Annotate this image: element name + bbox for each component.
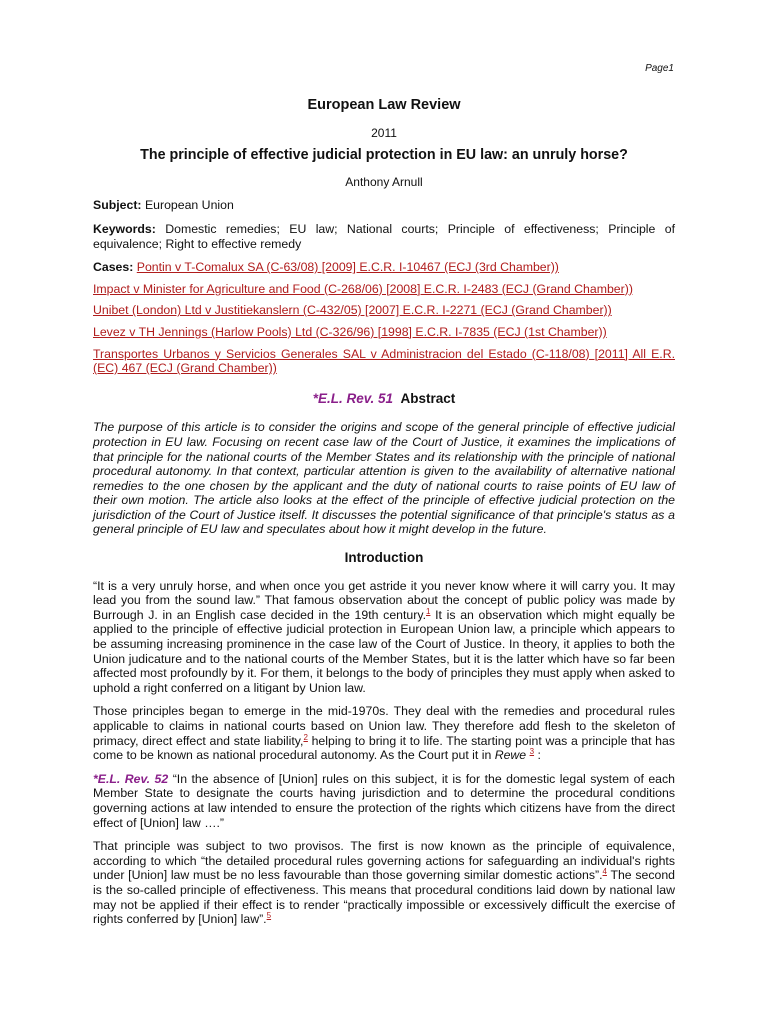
footnote-link[interactable]: 2: [303, 732, 308, 742]
text-run: The second is the so-called principle of effectiveness. This means that procedural conditions laid down by national law may not be applied if their effect is to render “practically impossible or excessively difficult the exercise of rights conferred by [Union] law”.: [93, 868, 675, 927]
footnote-link[interactable]: 4: [602, 867, 607, 877]
footnote-link[interactable]: 3: [529, 747, 535, 757]
abstract-heading: [93, 392, 675, 407]
keywords-line: [93, 222, 675, 251]
text-run: “In the absence of [Union] rules on this subject, it is for the domestic legal system of each Member State to designate the courts having jurisdiction and to determine the procedural conditions governing actions at law intended to ensure the protection of the rights which citizens have from the direct effect of [Union] law ….”: [93, 771, 676, 830]
case-link[interactable]: Levez v TH Jennings (Harlow Pools) Ltd (C-326/96) [1998] E.C.R. I-7835 (ECJ (1st Chamber)): [93, 324, 607, 339]
page-number: Page1: [645, 63, 674, 74]
cases-label: Cases:: [93, 260, 134, 275]
case-item: [93, 325, 675, 340]
text-run: It is an observation which might equally be applied to the principle of effective judicial protection in European Union law, a principle which appears to be assuming increasing prominence in the case law of the Court of Justice. In theory, it applies to both the Union judicature and to the national courts of the Member States, but it is the latter which have so far been affected most profoundly by it. For them, it belongs to the body of principles they must apply when asked to uphold a right conferred on a litigant by Union law.: [93, 607, 676, 695]
intro-paragraph-3: [93, 772, 675, 830]
case-link[interactable]: Impact v Minister for Agriculture and Food (C-268/06) [2008] E.C.R. I-2483 (ECJ (Grand Chamber)): [93, 281, 633, 296]
text-run: Those principles began to emerge in the mid-1970s. They deal with the remedies and procedural rules applicable to claims in national courts based on Union law. They therefore add flesh to the skeleton of primacy, direct effect and state liability,: [93, 704, 675, 748]
abstract-heading-text: Abstract: [400, 390, 456, 406]
text-run: helping to bring it to life. The starting point was a principle that has come to be known as national procedural autonomy. As the Court put it in: [93, 733, 675, 763]
subject-value: European Union: [144, 198, 234, 213]
intro-paragraph-1: [93, 579, 675, 696]
text-run: That principle was subject to two provisos. The first is now known as the principle of equivalence, according to which “the detailed procedural rules governing actions for safeguarding an individual's rights under [Union] law must be no less favourable than those governing similar domestic actions”.: [93, 839, 675, 883]
keywords-label: Keywords:: [93, 221, 156, 236]
case-link[interactable]: Unibet (London) Ltd v Justitiekanslern (C-432/05) [2007] E.C.R. I-2271 (ECJ (Grand Chamber)): [93, 303, 612, 318]
case-item: [93, 347, 675, 376]
case-item: [93, 282, 675, 297]
abstract-text: The purpose of this article is to consider the origins and scope of the general principle of effective judicial protection in EU law. Focusing on recent case law of the Court of Justice, it examines the implications of that principle for the national courts of the Member States and its relationship with the principle of national procedural autonomy. In that context, particular attention is given to the availability of alternative national remedies to the one chosen by the applicant and the duty of national courts to raise points of EU law of their own motion. The article also looks at the effect of the principle of effective judicial protection on the jurisdiction of the Court of Justice itself. It discusses the potential significance of that principle's status as a general principle of EU law and speculates about how it might develop in the future.: [93, 420, 675, 537]
footnote-link[interactable]: 1: [426, 606, 431, 616]
publication-year: 2011: [371, 125, 397, 140]
subject-line: [93, 198, 675, 213]
intro-paragraph-2: [93, 704, 675, 762]
case-link[interactable]: Pontin v T-Comalux SA (C-63/08) [2009] E.C.R. I-10467 (ECJ (3rd Chamber)): [136, 260, 559, 275]
page-reference: *E.L. Rev. 52: [93, 771, 169, 786]
page-reference: *E.L. Rev. 51: [312, 390, 393, 406]
footnote-link[interactable]: 5: [266, 911, 272, 921]
document-body: [93, 98, 675, 936]
case-name: Rewe: [494, 748, 527, 763]
case-item: [93, 260, 675, 275]
case-item: [93, 303, 675, 318]
keywords-value: Domestic remedies; EU law; National courts; Principle of effectiveness; Principle of equivalence; Right to effective remedy: [93, 221, 675, 251]
intro-paragraph-4: [93, 839, 675, 927]
text-run: “It is a very unruly horse, and when once you get astride it you never know where it will carry you. It may lead you from the sound law.” That famous observation about the concept of public policy was made by Burrough J. in an English case decided in the 19th century.: [93, 578, 675, 622]
article-title: The principle of effective judicial protection in EU law: an unruly horse?: [140, 147, 628, 164]
subject-label: Subject:: [93, 198, 142, 213]
article-author: Anthony Arnull: [345, 174, 423, 189]
journal-name: European Law Review: [307, 97, 461, 113]
text-run: :: [534, 748, 541, 763]
introduction-heading: Introduction: [344, 550, 424, 566]
case-link[interactable]: Transportes Urbanos y Servicios Generales SAL v Administracion del Estado (C-118/08) [2011] All E.R. (EC) 467 (ECJ (Grand Chamber)): [93, 346, 675, 376]
